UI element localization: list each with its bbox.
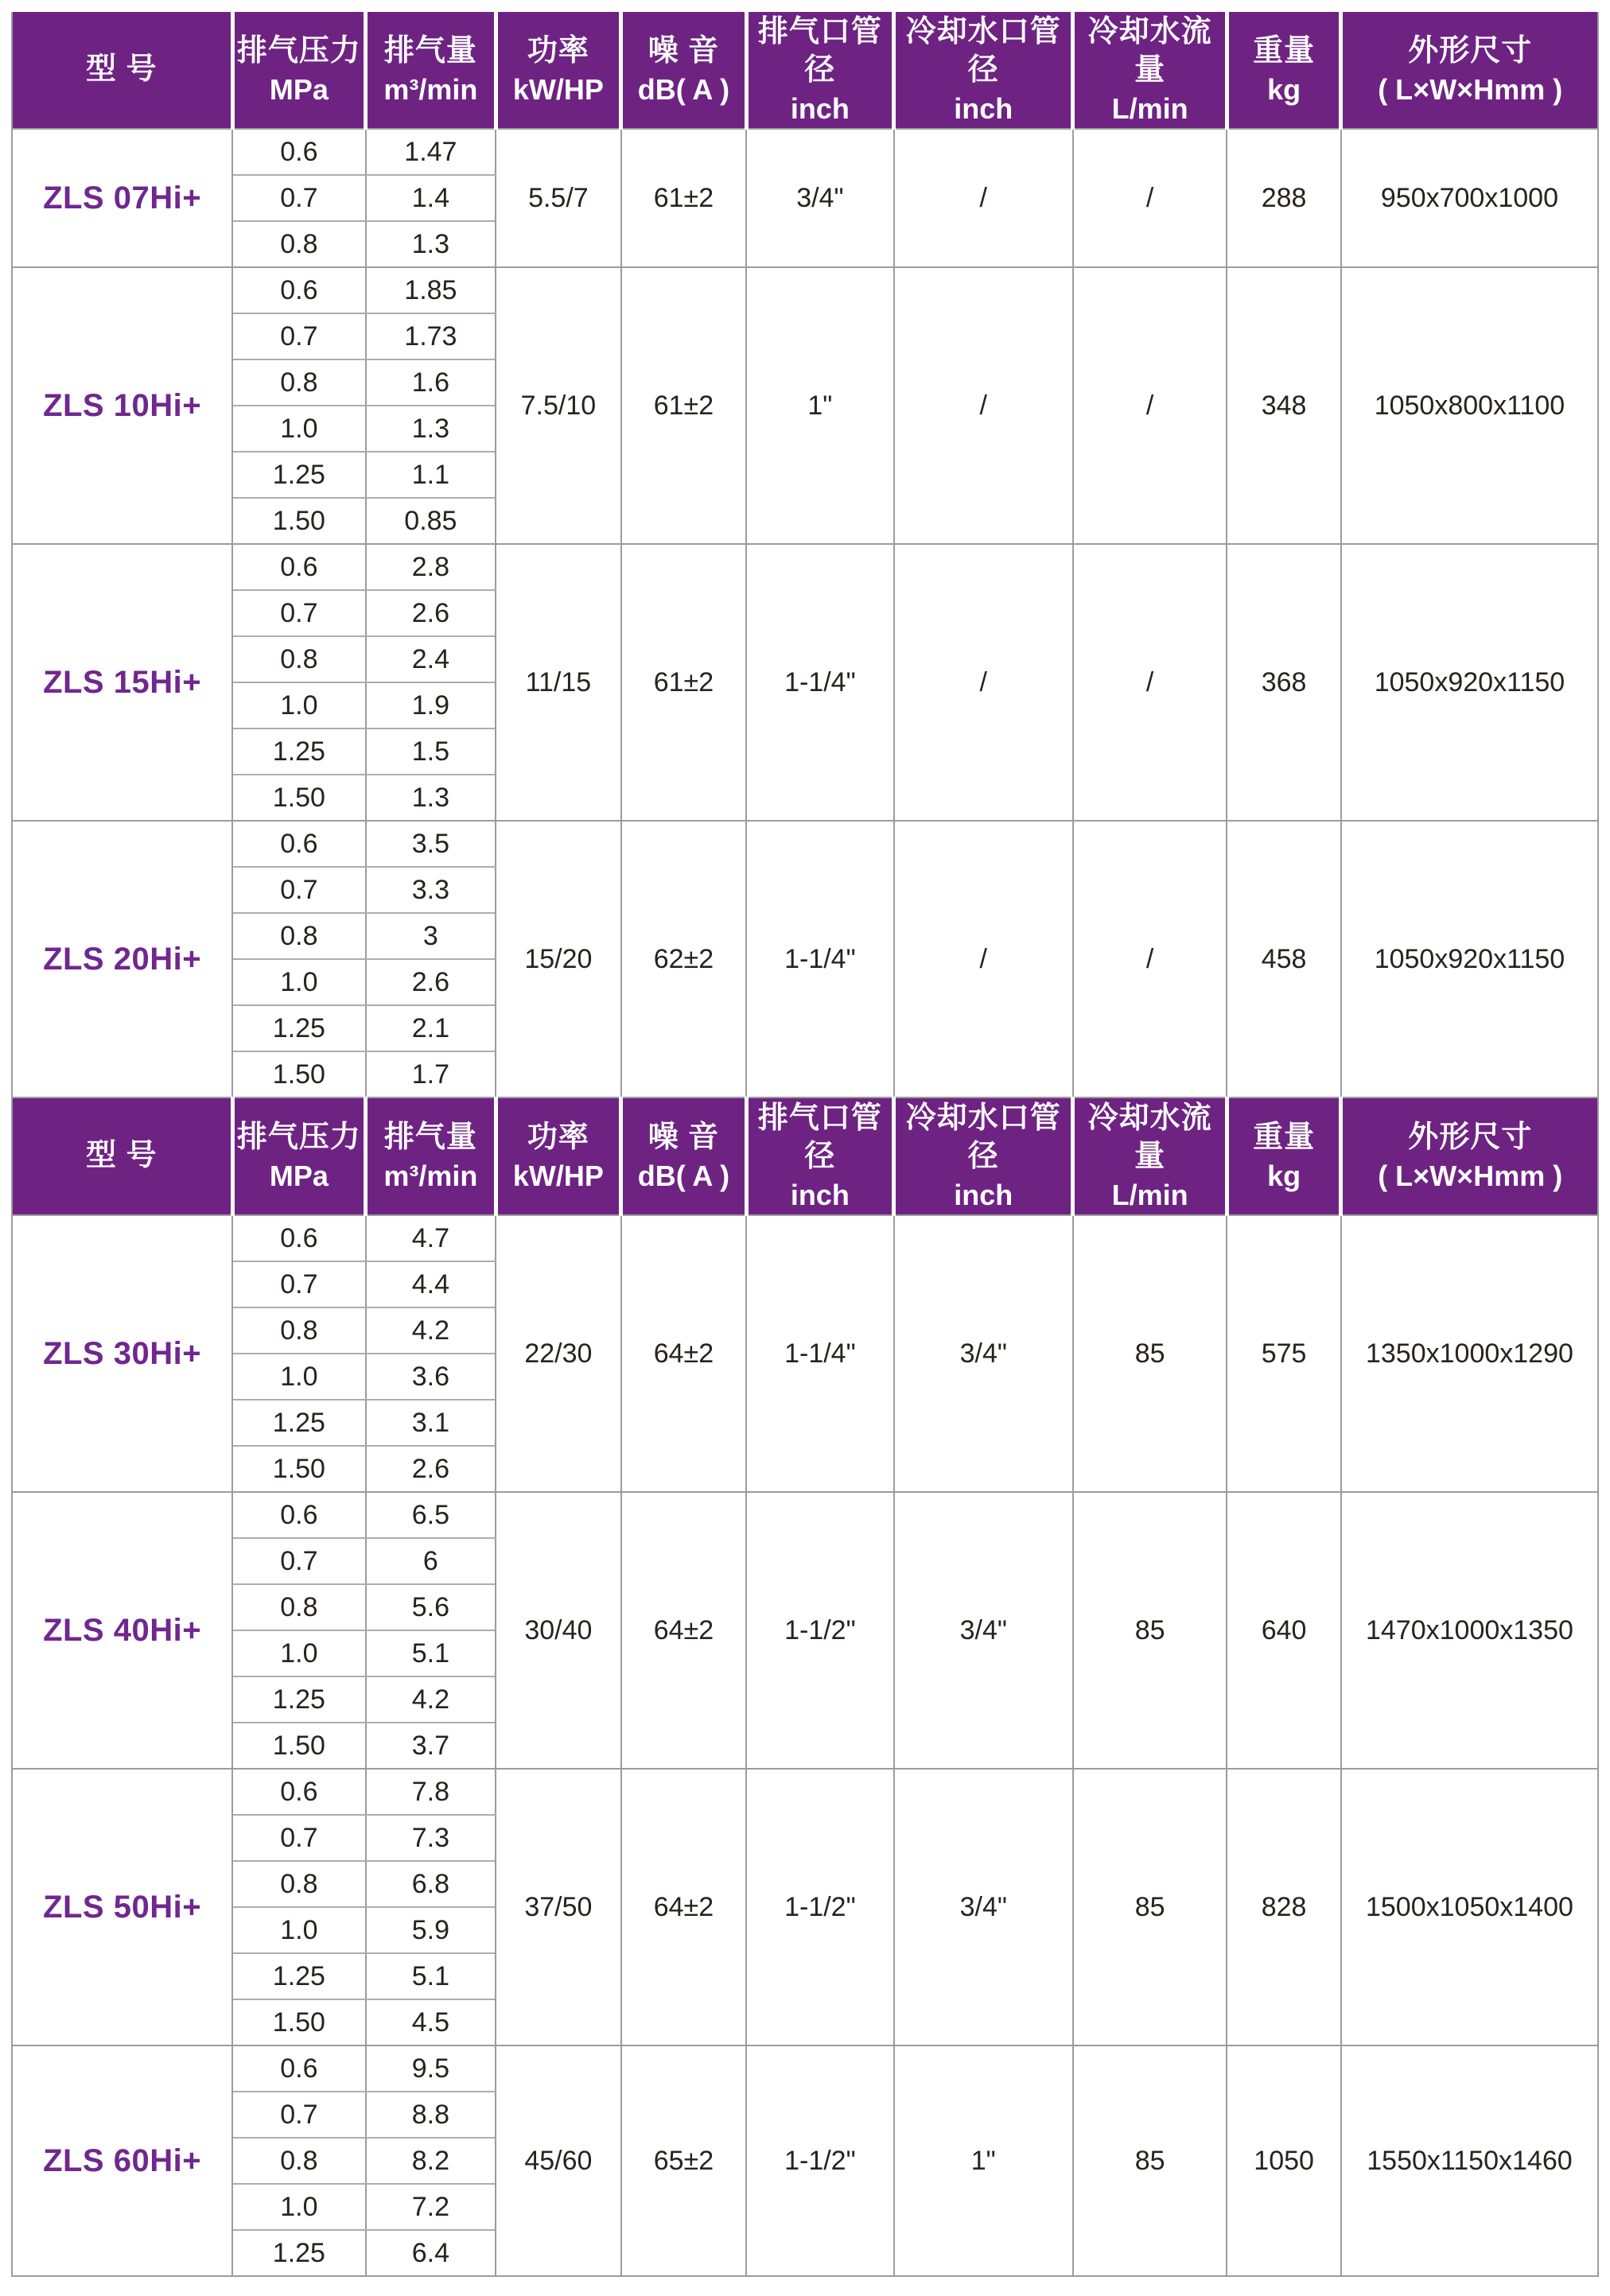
pressure-value-cell: 1.50 bbox=[232, 1999, 365, 2045]
volume-value-cell: 2.6 bbox=[366, 959, 496, 1005]
model-name-cell: ZLS 15Hi+ bbox=[12, 544, 232, 821]
model-name-cell: ZLS 30Hi+ bbox=[12, 1215, 232, 1492]
pressure-value-cell: 1.50 bbox=[232, 1051, 365, 1097]
pressure-value-cell: 0.6 bbox=[232, 2045, 365, 2092]
pressure-value-cell: 0.7 bbox=[232, 175, 365, 221]
cooling-flow-cell: 85 bbox=[1073, 1769, 1227, 2045]
volume-value-cell: 1.7 bbox=[366, 1051, 496, 1097]
col-header-pressure-unit: MPa bbox=[269, 1160, 329, 1193]
volume-value-cell: 1.9 bbox=[366, 682, 496, 728]
pressure-value-cell: 0.8 bbox=[232, 1861, 365, 1907]
pressure-value-cell: 0.7 bbox=[232, 313, 365, 359]
pressure-value-cell: 1.0 bbox=[232, 1354, 365, 1400]
model-block-zls-15 bbox=[12, 544, 1598, 821]
model-block-zls-10 bbox=[12, 267, 1598, 544]
pressure-value-cell: 1.0 bbox=[232, 2184, 365, 2230]
col-header-cooling-port bbox=[894, 12, 1073, 129]
volume-value-cell: 5.9 bbox=[366, 1907, 496, 1953]
cooling-port-cell: / bbox=[894, 544, 1073, 821]
table-row bbox=[12, 1492, 1598, 1538]
pressure-value-cell: 1.50 bbox=[232, 1723, 365, 1769]
col-header-power-label: 功率 bbox=[527, 33, 589, 68]
volume-value-cell: 1.5 bbox=[366, 728, 496, 775]
table-header-repeat bbox=[12, 1097, 1598, 1215]
cooling-port-cell: 3/4" bbox=[894, 1215, 1073, 1492]
pressure-value-cell: 1.25 bbox=[232, 1953, 365, 1999]
model-name-cell: ZLS 60Hi+ bbox=[12, 2045, 232, 2276]
pressure-value-cell: 1.50 bbox=[232, 1446, 365, 1492]
power-cell: 37/50 bbox=[496, 1769, 621, 2045]
pressure-value-cell: 0.6 bbox=[232, 1215, 365, 1261]
col-header-cooling-port-label: 冷却水口管径 bbox=[905, 1101, 1061, 1173]
dimensions-cell: 1050x920x1150 bbox=[1341, 544, 1598, 821]
model-block-zls-60 bbox=[12, 2045, 1598, 2276]
volume-value-cell: 6.4 bbox=[366, 2230, 496, 2276]
pressure-value-cell: 0.8 bbox=[232, 359, 365, 406]
table-row bbox=[12, 2045, 1598, 2092]
cooling-port-cell: / bbox=[894, 821, 1073, 1097]
col-header-volume-unit: m³/min bbox=[383, 1160, 478, 1193]
weight-cell: 458 bbox=[1227, 821, 1341, 1097]
dimensions-cell: 1050x920x1150 bbox=[1341, 821, 1598, 1097]
power-cell: 15/20 bbox=[496, 821, 621, 1097]
cooling-flow-cell: / bbox=[1073, 821, 1227, 1097]
pressure-value-cell: 0.6 bbox=[232, 821, 365, 867]
pressure-value-cell: 0.7 bbox=[232, 1261, 365, 1307]
col-header-cooling-flow-unit: L/min bbox=[1111, 92, 1188, 125]
volume-value-cell: 6 bbox=[366, 1538, 496, 1584]
cooling-port-cell: 3/4" bbox=[894, 1492, 1073, 1769]
table-row bbox=[12, 1215, 1598, 1261]
weight-cell: 1050 bbox=[1227, 2045, 1341, 2276]
col-header-weight-unit: kg bbox=[1267, 73, 1301, 107]
volume-value-cell: 5.6 bbox=[366, 1584, 496, 1630]
model-block-zls-07 bbox=[12, 129, 1598, 267]
col-header-cooling-port-unit: inch bbox=[954, 1179, 1013, 1211]
cooling-port-cell: 1" bbox=[894, 2045, 1073, 2276]
table-row bbox=[12, 267, 1598, 313]
col-header-weight bbox=[1227, 12, 1341, 129]
noise-cell: 61±2 bbox=[621, 267, 747, 544]
volume-value-cell: 4.2 bbox=[366, 1307, 496, 1354]
volume-value-cell: 4.7 bbox=[366, 1215, 496, 1261]
pressure-value-cell: 1.0 bbox=[232, 1630, 365, 1676]
power-cell: 30/40 bbox=[496, 1492, 621, 1769]
pressure-value-cell: 1.0 bbox=[232, 406, 365, 452]
outlet-diameter-cell: 1-1/2" bbox=[746, 1492, 893, 1769]
pressure-value-cell: 1.25 bbox=[232, 1400, 365, 1446]
cooling-port-cell: 3/4" bbox=[894, 1769, 1073, 2045]
power-cell: 7.5/10 bbox=[496, 267, 621, 544]
col-header-noise-unit: dB( A ) bbox=[637, 73, 730, 107]
volume-value-cell: 1.1 bbox=[366, 452, 496, 498]
power-cell: 22/30 bbox=[496, 1215, 621, 1492]
col-header-model bbox=[12, 12, 232, 129]
pressure-value-cell: 1.50 bbox=[232, 775, 365, 821]
cooling-flow-cell: / bbox=[1073, 267, 1227, 544]
col-header-dimensions-unit: ( L×W×Hmm ) bbox=[1378, 1160, 1563, 1193]
noise-cell: 62±2 bbox=[621, 821, 747, 1097]
pressure-value-cell: 0.8 bbox=[232, 636, 365, 682]
col-header-cooling-port-unit: inch bbox=[954, 92, 1013, 125]
weight-cell: 640 bbox=[1227, 1492, 1341, 1769]
volume-value-cell: 1.73 bbox=[366, 313, 496, 359]
col-header-dimensions-label: 外形尺寸 bbox=[1408, 1120, 1533, 1154]
volume-value-cell: 1.6 bbox=[366, 359, 496, 406]
volume-value-cell: 8.2 bbox=[366, 2138, 496, 2184]
col-header-model-label: 型 号 bbox=[86, 1139, 158, 1173]
col-header-outlet bbox=[746, 12, 893, 129]
model-name-cell: ZLS 10Hi+ bbox=[12, 267, 232, 544]
cooling-flow-cell: / bbox=[1073, 129, 1227, 267]
noise-cell: 65±2 bbox=[621, 2045, 747, 2276]
cooling-flow-cell: 85 bbox=[1073, 1215, 1227, 1492]
col-header-noise bbox=[621, 12, 747, 129]
pressure-value-cell: 1.0 bbox=[232, 682, 365, 728]
weight-cell: 828 bbox=[1227, 1769, 1341, 2045]
cooling-port-cell: / bbox=[894, 129, 1073, 267]
col-header-volume bbox=[366, 1097, 496, 1215]
pressure-value-cell: 0.6 bbox=[232, 1492, 365, 1538]
col-header-volume-label: 排气量 bbox=[383, 1120, 477, 1154]
col-header-pressure bbox=[232, 1097, 365, 1215]
col-header-noise bbox=[621, 1097, 747, 1215]
col-header-volume-unit: m³/min bbox=[383, 73, 478, 107]
col-header-volume bbox=[366, 12, 496, 129]
col-header-dimensions bbox=[1341, 1097, 1598, 1215]
col-header-weight bbox=[1227, 1097, 1341, 1215]
volume-value-cell: 4.2 bbox=[366, 1676, 496, 1723]
pressure-value-cell: 1.50 bbox=[232, 498, 365, 544]
outlet-diameter-cell: 1-1/4" bbox=[746, 821, 893, 1097]
pressure-value-cell: 1.25 bbox=[232, 728, 365, 775]
model-block-zls-30 bbox=[12, 1215, 1598, 1492]
volume-value-cell: 3.7 bbox=[366, 1723, 496, 1769]
pressure-value-cell: 0.8 bbox=[232, 1307, 365, 1354]
volume-value-cell: 6.5 bbox=[366, 1492, 496, 1538]
model-block-zls-50 bbox=[12, 1769, 1598, 2045]
col-header-power-unit: kW/HP bbox=[512, 1160, 604, 1193]
col-header-noise-label: 噪 音 bbox=[648, 1120, 720, 1154]
table-row bbox=[12, 129, 1598, 175]
volume-value-cell: 5.1 bbox=[366, 1630, 496, 1676]
col-header-noise-label: 噪 音 bbox=[648, 33, 720, 68]
model-name-cell: ZLS 20Hi+ bbox=[12, 821, 232, 1097]
volume-value-cell: 0.85 bbox=[366, 498, 496, 544]
col-header-cooling-flow-label: 冷却水流量 bbox=[1087, 1101, 1212, 1173]
noise-cell: 64±2 bbox=[621, 1492, 747, 1769]
outlet-diameter-cell: 1-1/4" bbox=[746, 1215, 893, 1492]
col-header-cooling-flow-unit: L/min bbox=[1111, 1179, 1188, 1211]
power-cell: 45/60 bbox=[496, 2045, 621, 2276]
pressure-value-cell: 0.7 bbox=[232, 867, 365, 913]
noise-cell: 61±2 bbox=[621, 129, 747, 267]
col-header-pressure-label: 排气压力 bbox=[236, 33, 361, 68]
col-header-outlet-label: 排气口管径 bbox=[757, 1101, 882, 1173]
col-header-model bbox=[12, 1097, 232, 1215]
col-header-model-label: 型 号 bbox=[86, 52, 158, 87]
pressure-value-cell: 1.25 bbox=[232, 1676, 365, 1723]
volume-value-cell: 3 bbox=[366, 913, 496, 959]
volume-value-cell: 1.4 bbox=[366, 175, 496, 221]
col-header-cooling-flow-label: 冷却水流量 bbox=[1087, 15, 1212, 87]
model-block-zls-20 bbox=[12, 821, 1598, 1097]
pressure-value-cell: 0.8 bbox=[232, 1584, 365, 1630]
volume-value-cell: 1.3 bbox=[366, 775, 496, 821]
col-header-pressure bbox=[232, 12, 365, 129]
table-row bbox=[12, 544, 1598, 590]
col-header-power bbox=[496, 1097, 621, 1215]
col-header-outlet-unit: inch bbox=[790, 1179, 850, 1211]
col-header-outlet bbox=[746, 1097, 893, 1215]
volume-value-cell: 2.6 bbox=[366, 1446, 496, 1492]
pressure-value-cell: 1.25 bbox=[232, 1005, 365, 1051]
pressure-value-cell: 1.0 bbox=[232, 959, 365, 1005]
volume-value-cell: 8.8 bbox=[366, 2092, 496, 2138]
spec-table bbox=[11, 12, 1599, 2277]
model-name-cell: ZLS 40Hi+ bbox=[12, 1492, 232, 1769]
volume-value-cell: 3.5 bbox=[366, 821, 496, 867]
table-header-top bbox=[12, 12, 1598, 129]
volume-value-cell: 4.5 bbox=[366, 1999, 496, 2045]
header-row bbox=[12, 12, 1598, 129]
volume-value-cell: 2.4 bbox=[366, 636, 496, 682]
pressure-value-cell: 0.6 bbox=[232, 1769, 365, 1815]
pressure-value-cell: 0.8 bbox=[232, 2138, 365, 2184]
col-header-dimensions-unit: ( L×W×Hmm ) bbox=[1378, 73, 1563, 107]
dimensions-cell: 1470x1000x1350 bbox=[1341, 1492, 1598, 1769]
pressure-value-cell: 0.6 bbox=[232, 129, 365, 175]
col-header-outlet-label: 排气口管径 bbox=[757, 15, 882, 87]
pressure-value-cell: 0.7 bbox=[232, 1538, 365, 1584]
dimensions-cell: 1050x800x1100 bbox=[1341, 267, 1598, 544]
volume-value-cell: 3.3 bbox=[366, 867, 496, 913]
dimensions-cell: 1500x1050x1400 bbox=[1341, 1769, 1598, 2045]
weight-cell: 348 bbox=[1227, 267, 1341, 544]
outlet-diameter-cell: 1-1/2" bbox=[746, 2045, 893, 2276]
cooling-flow-cell: / bbox=[1073, 544, 1227, 821]
col-header-dimensions-label: 外形尺寸 bbox=[1408, 33, 1533, 68]
volume-value-cell: 1.3 bbox=[366, 221, 496, 267]
volume-value-cell: 5.1 bbox=[366, 1953, 496, 1999]
volume-value-cell: 9.5 bbox=[366, 2045, 496, 2092]
pressure-value-cell: 0.7 bbox=[232, 1815, 365, 1861]
col-header-dimensions bbox=[1341, 12, 1598, 129]
volume-value-cell: 2.1 bbox=[366, 1005, 496, 1051]
outlet-diameter-cell: 1-1/4" bbox=[746, 544, 893, 821]
pressure-value-cell: 0.6 bbox=[232, 544, 365, 590]
col-header-cooling-flow bbox=[1073, 1097, 1227, 1215]
col-header-power-label: 功率 bbox=[527, 1120, 589, 1154]
table-row bbox=[12, 1769, 1598, 1815]
col-header-power bbox=[496, 12, 621, 129]
col-header-power-unit: kW/HP bbox=[512, 73, 604, 107]
col-header-pressure-label: 排气压力 bbox=[236, 1120, 361, 1154]
power-cell: 5.5/7 bbox=[496, 129, 621, 267]
volume-value-cell: 3.6 bbox=[366, 1354, 496, 1400]
volume-value-cell: 1.47 bbox=[366, 129, 496, 175]
dimensions-cell: 1350x1000x1290 bbox=[1341, 1215, 1598, 1492]
outlet-diameter-cell: 1" bbox=[746, 267, 893, 544]
noise-cell: 64±2 bbox=[621, 1215, 747, 1492]
power-cell: 11/15 bbox=[496, 544, 621, 821]
volume-value-cell: 2.6 bbox=[366, 590, 496, 636]
dimensions-cell: 1550x1150x1460 bbox=[1341, 2045, 1598, 2276]
outlet-diameter-cell: 3/4" bbox=[746, 129, 893, 267]
pressure-value-cell: 0.7 bbox=[232, 2092, 365, 2138]
col-header-cooling-port-label: 冷却水口管径 bbox=[905, 15, 1061, 87]
outlet-diameter-cell: 1-1/2" bbox=[746, 1769, 893, 2045]
volume-value-cell: 6.8 bbox=[366, 1861, 496, 1907]
cooling-flow-cell: 85 bbox=[1073, 2045, 1227, 2276]
pressure-value-cell: 1.25 bbox=[232, 452, 365, 498]
col-header-noise-unit: dB( A ) bbox=[637, 1160, 730, 1193]
col-header-cooling-port bbox=[894, 1097, 1073, 1215]
col-header-weight-label: 重量 bbox=[1253, 33, 1316, 68]
col-header-volume-label: 排气量 bbox=[383, 33, 477, 68]
col-header-weight-label: 重量 bbox=[1253, 1120, 1316, 1154]
volume-value-cell: 4.4 bbox=[366, 1261, 496, 1307]
volume-value-cell: 1.3 bbox=[366, 406, 496, 452]
pressure-value-cell: 0.8 bbox=[232, 913, 365, 959]
pressure-value-cell: 1.0 bbox=[232, 1907, 365, 1953]
pressure-value-cell: 0.7 bbox=[232, 590, 365, 636]
model-name-cell: ZLS 50Hi+ bbox=[12, 1769, 232, 2045]
pressure-value-cell: 1.25 bbox=[232, 2230, 365, 2276]
noise-cell: 64±2 bbox=[621, 1769, 747, 2045]
cooling-port-cell: / bbox=[894, 267, 1073, 544]
col-header-cooling-flow bbox=[1073, 12, 1227, 129]
volume-value-cell: 2.8 bbox=[366, 544, 496, 590]
col-header-weight-unit: kg bbox=[1267, 1160, 1301, 1193]
volume-value-cell: 7.8 bbox=[366, 1769, 496, 1815]
table-row bbox=[12, 821, 1598, 867]
weight-cell: 368 bbox=[1227, 544, 1341, 821]
col-header-outlet-unit: inch bbox=[790, 92, 850, 125]
volume-value-cell: 7.3 bbox=[366, 1815, 496, 1861]
weight-cell: 575 bbox=[1227, 1215, 1341, 1492]
pressure-value-cell: 0.6 bbox=[232, 267, 365, 313]
pressure-value-cell: 0.8 bbox=[232, 221, 365, 267]
header-row bbox=[12, 1097, 1598, 1215]
volume-value-cell: 1.85 bbox=[366, 267, 496, 313]
volume-value-cell: 3.1 bbox=[366, 1400, 496, 1446]
col-header-pressure-unit: MPa bbox=[269, 73, 329, 107]
weight-cell: 288 bbox=[1227, 129, 1341, 267]
cooling-flow-cell: 85 bbox=[1073, 1492, 1227, 1769]
noise-cell: 61±2 bbox=[621, 544, 747, 821]
dimensions-cell: 950x700x1000 bbox=[1341, 129, 1598, 267]
model-name-cell: ZLS 07Hi+ bbox=[12, 129, 232, 267]
model-block-zls-40 bbox=[12, 1492, 1598, 1769]
volume-value-cell: 7.2 bbox=[366, 2184, 496, 2230]
